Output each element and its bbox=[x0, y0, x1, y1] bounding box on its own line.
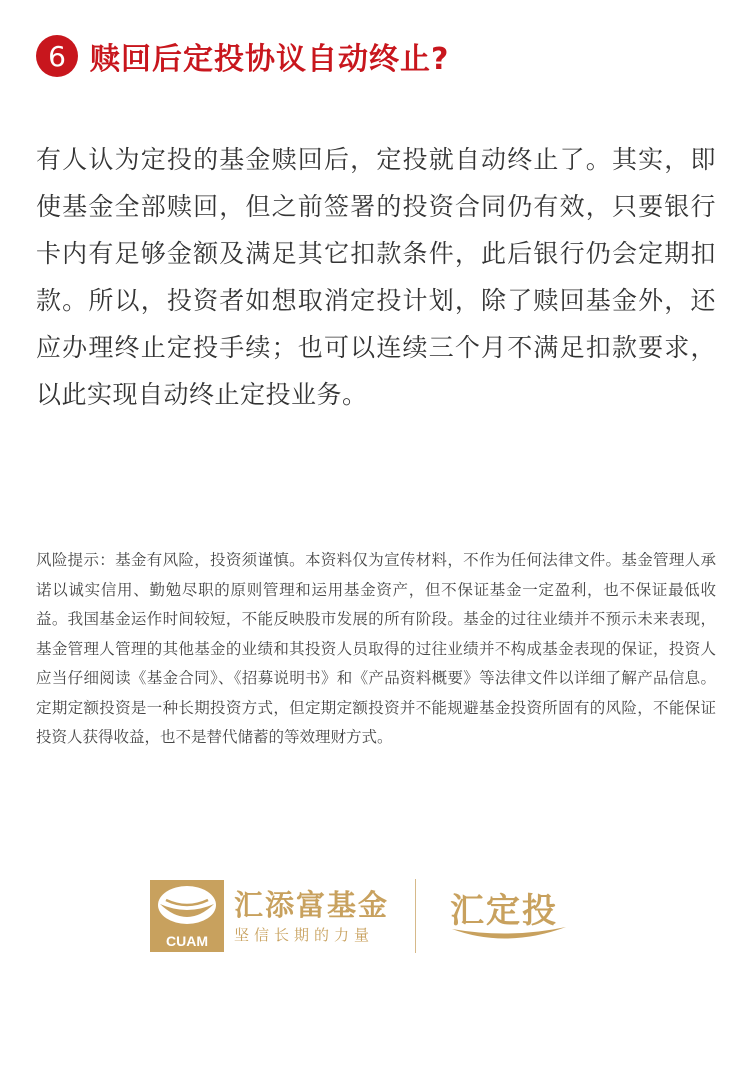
section-number-badge: 6 bbox=[36, 35, 78, 77]
footer-divider bbox=[415, 879, 416, 953]
swoosh-icon bbox=[446, 923, 572, 945]
product-name: 汇定投 bbox=[450, 891, 559, 931]
brand-block bbox=[234, 886, 389, 946]
footer-branding bbox=[150, 876, 610, 956]
cuam-logo-icon bbox=[150, 880, 224, 952]
product-logo bbox=[446, 879, 576, 953]
section-heading bbox=[36, 34, 449, 78]
brand-name: 汇添富基金 bbox=[234, 888, 390, 922]
body-paragraph: 有人认为定投的基金赎回后，定投就自动终止了。其实，即使基金全部赎回，但之前签署的投资合同仍有效，只要银行卡内有足够金额及满足其它扣款条件，此后银行仍会定期扣款。所以，投资者如想取消定投计划，除了赎回基金外，还应办理终止定投手续；也可以连续三个月不满足扣款要求，以此实现自动终止定投业务。 bbox=[36, 145, 716, 409]
section-title: 赎回后定投协议自动终止? bbox=[90, 42, 450, 77]
cuam-logo-text: CUAM bbox=[166, 933, 208, 949]
brand-slogan: 坚信长期的力量 bbox=[234, 926, 375, 944]
risk-notice: 风险提示：基金有风险，投资须谨慎。本资料仅为宣传材料，不作为任何法律文件。基金管理人承诺以诚实信用、勤勉尽职的原则管理和运用基金资产，但不保证基金一定盈利，也不保证最低收益。我国基金运作时间较短，不能反映股市发展的所有阶段。基金的过往业绩并不预示未来表现，基金管理人管理的其他基金的业绩和其投资人员取得的过往业绩并不构成基金表现的保证，投资人应当仔细阅读《基金合同》、《招募说明书》和《产品资料概要》等法律文件以详细了解产品信息。定期定额投资是一种长期投资方式，但定期定额投资并不能规避基金投资所固有的风险，不能保证投资人获得收益，也不是替代储蓄的等效理财方式。 bbox=[36, 551, 716, 746]
